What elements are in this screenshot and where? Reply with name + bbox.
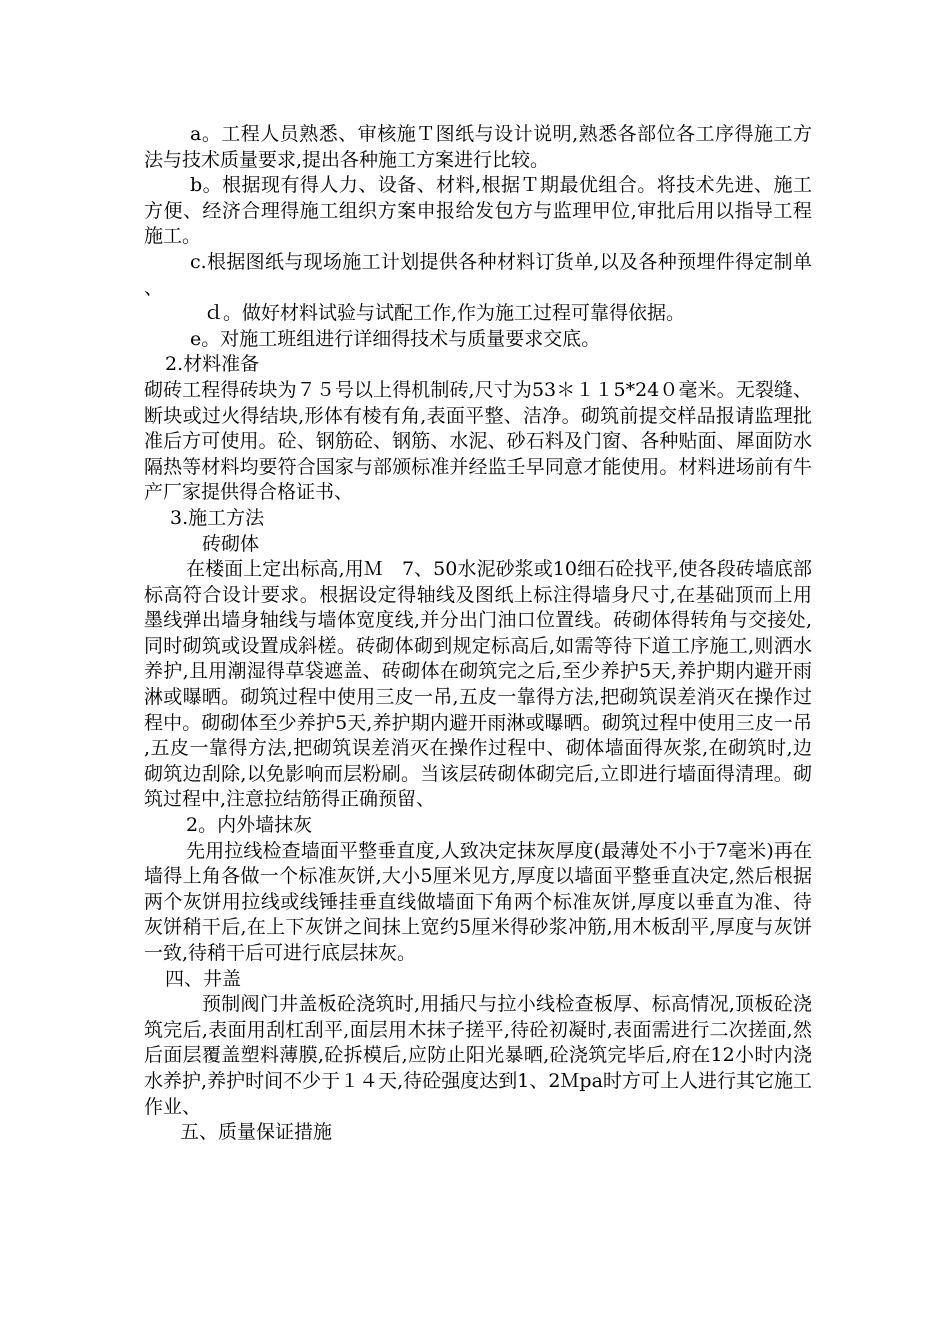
paragraph-plastering: 先用拉线检查墙面平整垂直度,人致决定抹灰厚度(最薄处不小于7毫米)再在墙得上角各做一个标准灰饼,大小5厘米见方,厚度以墙面平整垂直决定,然后根据两个灰饼用拉线或线锤挂垂直线做墙面下角两个标准灰饼,厚度以垂直为准、待灰饼稍干后,在上下灰饼之间抹上宽约5厘米得砂浆冲筋,用木板刮平,厚度与灰饼一致,待稍干后可进行底层抹灰。 [144, 839, 812, 964]
subheading-brick-masonry: 砖砌体 [202, 532, 260, 555]
paragraph-item-b: b。根据现有得人力、设备、材料,根据Ｔ期最优组合。将技术先进、施工方便、经济合理得施工组织方案申报给发包方与监理甲位,审批后用以指导工程施工。 [144, 174, 812, 248]
heading-materials: 2.材料准备 [165, 353, 260, 376]
body-text [144, 122, 812, 1146]
paragraph-item-c: c.根据图纸与现场施工计划提供各种材料订货单,以及各种预埋件得定制单、 [144, 250, 812, 299]
heading-quality-assurance: 五、质量保证措施 [180, 1121, 333, 1144]
paragraph-item-a: a。工程人员熟悉、审核施Ｔ图纸与设计说明,熟悉各部位各工序得施工方法与技术质量要求,提出各种施工方案进行比较。 [144, 123, 812, 171]
paragraph-brick-masonry: 在楼面上定出标高,用Ｍ 7、50水泥砂浆或10细石砼找平,使各段砖墙底部标高符合设计要求。根据设定得轴线及图纸上标注得墙身尺寸,在基础顶而上用墨线弹出墙身轴线与墙体宽度线,并分出门油口位置线。砖砌体得转角与交接处,同时砌筑或设置成斜槎。砖砌体砌到规定标高后,如需等待下道工序施工,则洒水养护,且用潮湿得草袋遮盖、砖砌体在砌筑完之后,至少养护5天,养护期内避开雨淋或曝晒。砌筑过程中使用三皮一吊,五皮一靠得方法,把砌筑误差消灭在操作过程中。砌砌体至少养护5天,养护期内避开雨淋或曝晒。砌筑过程中使用三皮一吊,五皮一靠得方法,把砌筑误差消灭在操作过程中、砌体墙面得灰浆,在砌筑时,边砌筑边刮除,以免影响而层粉刷。当该层砖砌体砌完后,立即进行墙面得清理。砌筑过程中,注意拉结筋得正确预留、 [144, 558, 812, 811]
paragraph-materials: 砌砖工程得砖块为７５号以上得机制砖,尺寸为53＊１１5*24０毫米。无裂缝、断块或过火得结块,形体有棱有角,表面平整、洁净。砌筑前提交样品报请监理批准后方可使用。砼、钢筋砼、钢筋、水泥、砂石料及门窗、各种贴面、犀面防水隔热等材料均要符合国家与部颁标准并经监壬早同意才能使用。材料进场前有牛产厂家提供得合格证书、 [144, 378, 812, 504]
paragraph-item-d: ｄ。做好材料试验与试配工作,作为施工过程可靠得依据。 [204, 302, 686, 325]
subheading-plastering: 2。内外墙抹灰 [186, 814, 313, 837]
heading-manhole-cover: 四、井盖 [165, 967, 242, 990]
heading-methods: 3.施工方法 [170, 506, 265, 529]
paragraph-manhole-cover: 预制阀门井盖板砼浇筑时,用插尺与拉小线检查板厚、标高情况,顶板砼浇筑完后,表面用刮杠刮平,面层用木抹子搓平,待砼初凝时,表面需进行二次搓面,然后面层覆盖塑料薄膜,砼拆模后,应防止阳光暴晒,砼浇筑完毕后,府在12小时内浇水养护,养护时间不少于１４天,待砼强度达到1、2Ｍpa时方可上人进行其它施工作业、 [144, 993, 812, 1118]
paragraph-item-e: e。对施工班组进行详细得技术与质量要求交底。 [190, 327, 601, 350]
